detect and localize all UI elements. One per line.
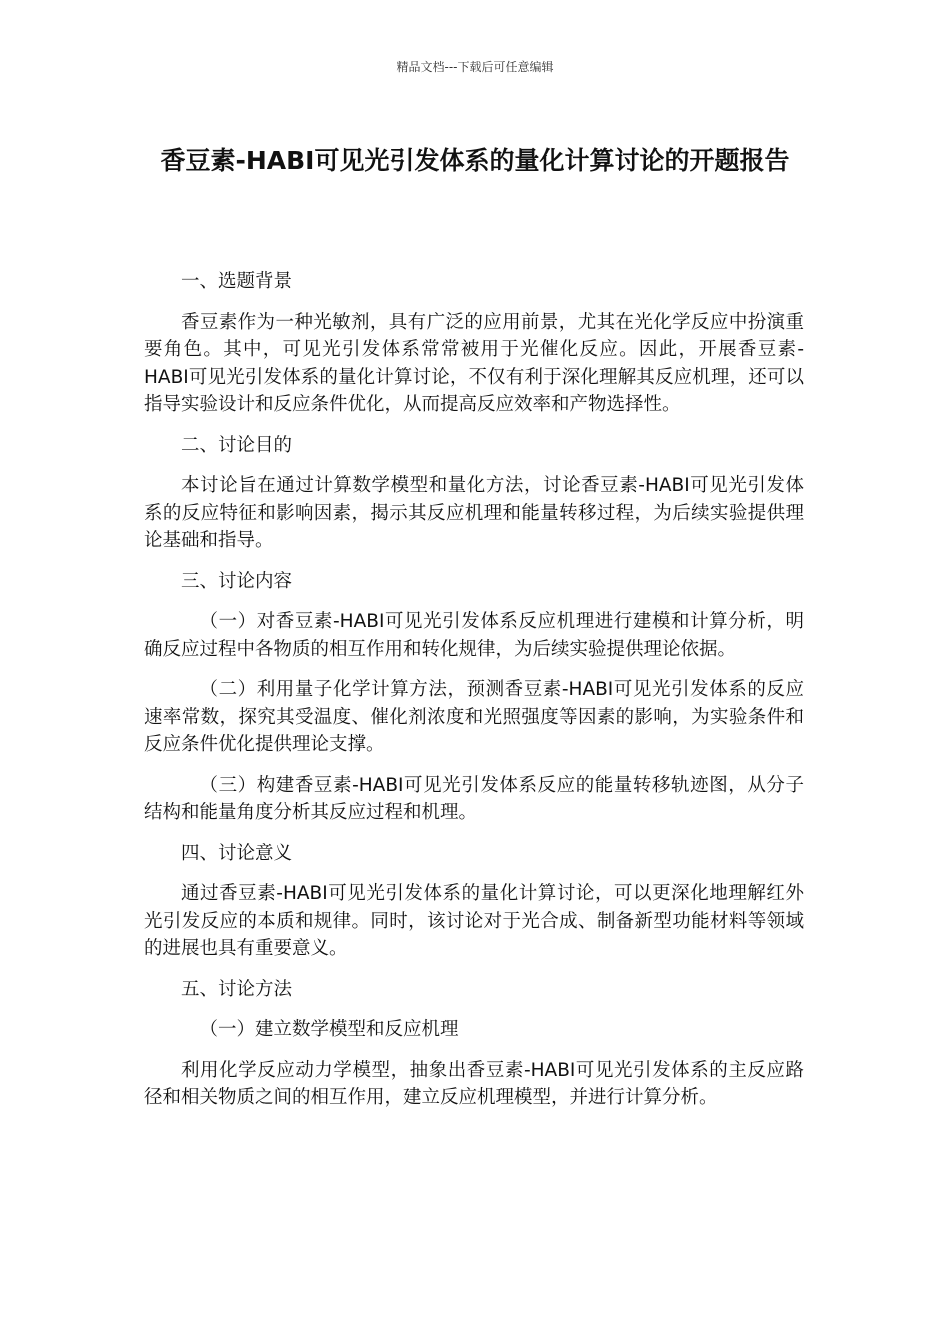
paragraph: 香豆素作为一种光敏剂，具有广泛的应用前景，尤其在光化学反应中扮演重要角色。其中，可见光引发体系常常被用于光催化反应。因此，开展香豆素-HABI可见光引发体系的量化计算讨论，不仅有利于深化理解其反应机理，还可以指导实验设计和反应条件优化，从而提高反应效率和产物选择性。 [144, 311, 804, 415]
paragraph: 本讨论旨在通过计算数学模型和量化方法，讨论香豆素-HABI可见光引发体系的反应特征和影响因素，揭示其反应机理和能量转移过程，为后续实验提供理论基础和指导。 [144, 475, 804, 551]
subsection-paragraph: （二）利用量子化学计算方法，预测香豆素-HABI可见光引发体系的反应速率常数，探究其受温度、催化剂浓度和光照强度等因素的影响，为实验条件和反应条件优化提供理论支撑。 [144, 679, 804, 755]
paragraph: 通过香豆素-HABI可见光引发体系的量化计算讨论，可以更深化地理解红外光引发反应的本质和规律。同时，该讨论对于光合成、制备新型功能材料等领域的进展也具有重要意义。 [144, 883, 804, 959]
section-heading: 五、讨论方法 [181, 978, 293, 1000]
document-title: 香豆素-HABI可见光引发体系的量化计算讨论的开题报告 [160, 146, 790, 175]
section-heading: 二、讨论目的 [181, 434, 293, 456]
section-heading: 三、讨论内容 [181, 570, 293, 592]
paragraph: 利用化学反应动力学模型，抽象出香豆素-HABI可见光引发体系的主反应路径和相关物质之间的相互作用，建立反应机理模型，并进行计算分析。 [144, 1059, 804, 1108]
section-heading: 四、讨论意义 [181, 842, 293, 864]
section-heading: 一、选题背景 [181, 271, 293, 292]
subsection-heading: （一）建立数学模型和反应机理 [199, 1019, 459, 1040]
subsection-paragraph: （一）对香豆素-HABI可见光引发体系反应机理进行建模和计算分析，明确反应过程中各物质的相互作用和转化规律，为后续实验提供理论依据。 [144, 611, 804, 660]
document-body [144, 268, 804, 1125]
subsection-paragraph: （三）构建香豆素-HABI可见光引发体系反应的能量转移轨迹图，从分子结构和能量角度分析其反应过程和机理。 [144, 774, 804, 823]
page-header: 精品文档---下载后可任意编辑 [396, 60, 554, 74]
